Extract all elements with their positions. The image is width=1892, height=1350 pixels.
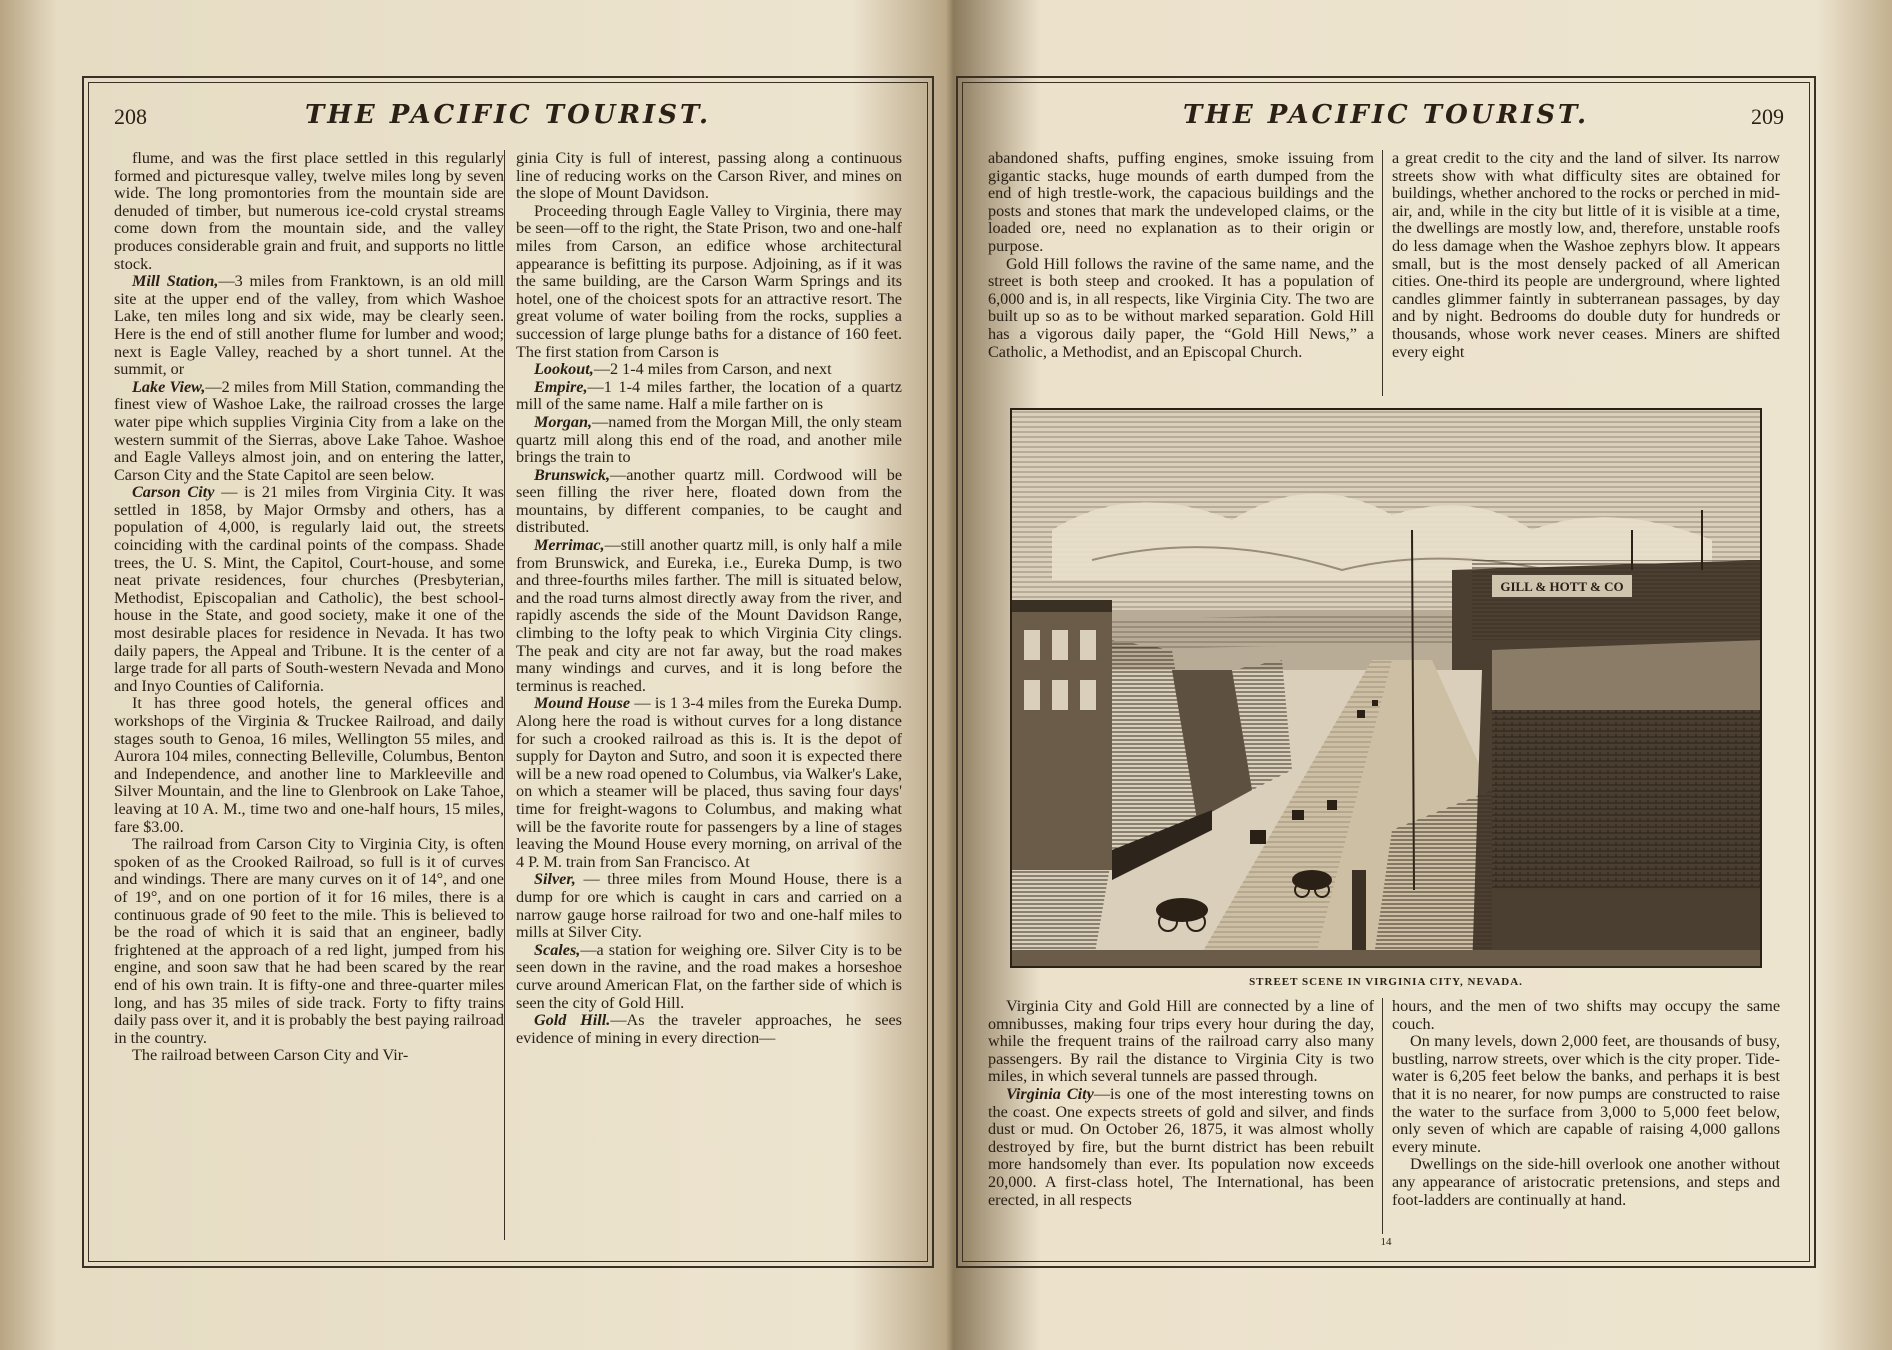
running-title: THE PACIFIC TOURIST. <box>304 100 712 130</box>
paragraph <box>114 379 504 485</box>
paragraph <box>1392 998 1780 1033</box>
paragraph <box>516 537 902 695</box>
paragraph <box>516 1012 902 1047</box>
text-column-2 <box>516 150 902 1047</box>
paragraph <box>516 203 902 361</box>
paragraph <box>516 942 902 1012</box>
illustration-caption: STREET SCENE IN VIRGINIA CITY, NEVADA. <box>1249 976 1523 988</box>
paragraph-text: a great credit to the city and the land of silver. Its narrow streets show with what difficulty sites are obtained for buildings, whether anchored to the rocks or perched in mid-air, and, while in the city but little of it is visible at a time, the dwellings are mostly low, and, therefore, unstable roofs do less damage when the Washoe zephyrs blow. It appears small, but is the most densely packed of all American cities. One-third its people are underground, where lighted candles glimmer faintly in subterranean passages, by day and by night. Bedrooms do double duty for hundreds or thousands, whose work never ceases. Miners are shifted every eight <box>1392 149 1780 361</box>
paragraph-text: Gold Hill follows the ravine of the same name, and the street is both steep and crooked. It has a population of 6,000 and is, in all respects, like Virginia City. The two are built up so as to be without marked separation. Gold Hill has a vigorous daily paper, the “Gold Hill News,” a Catholic, a Methodist, and an Episcopal Church. <box>988 254 1374 361</box>
station-heading: Brunswick, <box>534 465 611 484</box>
station-heading: Gold Hill. <box>534 1011 611 1030</box>
paragraph-text: — is 21 miles from Virginia City. It was settled in 1858, by Major Ormsby and others, has a population of 4,000, is regularly laid out, the streets coinciding with the cardinal points of the compass. Shade trees, the U. S. Mint, the Capitol, Court-house, and some neat private residences, four churches (Presbyterian, Methodist, Episcopalian and Catholic), the best school-house in the State, and good society, make it one of the most desirable places for residence in Nevada. It has two daily papers, the Appeal and Tribune. It is the center of a large trade for all parts of South-western Nevada and Mono and Inyo Counties of California. <box>114 483 504 695</box>
paragraph-text: —2 1-4 miles from Carson, and next <box>593 360 832 379</box>
text-column-2 <box>1392 150 1780 361</box>
paragraph-text: —another quartz mill. Cordwood will be seen filling the river here, floated down from the mountains, by different companies, to be caught and distributed. <box>516 465 902 537</box>
text-column-1 <box>988 150 1374 361</box>
paragraph-text: hours, and the men of two shifts may occupy the same couch. <box>1392 997 1780 1033</box>
printer-signature: 14 <box>1380 1236 1392 1248</box>
page-number: 209 <box>1751 104 1784 129</box>
paragraph <box>516 871 902 941</box>
paragraph-text: —2 miles from Mill Station, commanding the finest view of Washoe Lake, the railroad crosses the large water pipe which supplies Virginia City from a lake on the western summit of the Sierras, above Lake Tahoe. Washoe and Eagle Valleys almost join, and on entering the latter, Carson City and the State Capitol are seen below. <box>114 377 504 484</box>
paragraph <box>516 414 902 467</box>
station-heading: Lake View, <box>132 377 206 396</box>
paragraph-text: — is 1 3-4 miles from the Eureka Dump. Along here the road is without curves for a long distance for such a crooked railroad as this is. It is the depot of supply for Dayton and Sutro, and soon it is expected there will be a new road opened to Columbus, via Walker's Lake, on which a steamer will be placed, thus saving four days' time for freight-wagons to Columbus, and making what will be the favorite route for passengers by a line of stages leaving the Mound House every morning, on arrival of the 4 P. M. train from San Francisco. At <box>516 694 902 871</box>
station-heading: Scales, <box>534 940 581 959</box>
column-rule <box>504 150 505 1240</box>
paragraph-text: Proceeding through Eagle Valley to Virginia, there may be seen—off to the right, the State Prison, two and one-half miles from Carson, an edifice whose architectural appearance is befitting its purpose. Adjoining, as if it was the same building, are the Carson Warm Springs and its hotel, one of the choicest spots for an attractive resort. The great volume of water boiling from the rocks, supplies a succession of large plunge baths for a distance of 160 feet. The first station from Carson is <box>516 201 902 361</box>
paragraph <box>988 998 1374 1086</box>
paragraph <box>1392 150 1780 361</box>
running-title: THE PACIFIC TOURIST. <box>1182 100 1590 130</box>
station-heading: Mill Station, <box>132 272 219 291</box>
engraving-illustration <box>1012 410 1762 968</box>
paragraph <box>114 836 504 1047</box>
station-heading: Merrimac, <box>534 536 605 555</box>
paragraph <box>988 150 1374 256</box>
column-rule <box>1382 150 1383 396</box>
paragraph-text: —1 1-4 miles farther, the location of a quartz mill of the same name. Half a mile farther on is <box>516 377 902 414</box>
text-column-1-lower <box>988 998 1374 1209</box>
text-column-2-lower <box>1392 998 1780 1209</box>
station-heading: Silver, <box>534 870 576 889</box>
paragraph <box>988 256 1374 362</box>
station-heading: Morgan, <box>534 412 593 431</box>
paragraph <box>114 273 504 379</box>
paragraph-text: —3 miles from Franktown, is an old mill site at the upper end of the valley, from which Washoe Lake, ten miles long and six wide, may be clearly seen. Here is the end of still another flume for lumber and wood; next is Eagle Valley, reached by a short tunnel. At the summit, or <box>114 272 504 379</box>
paragraph <box>114 484 504 695</box>
station-heading: Mound House <box>534 694 631 713</box>
paragraph-text: Dwellings on the side-hill overlook one another without any appearance of aristocratic pretensions, and steps and foot-ladders are continually at hand. <box>1392 1155 1780 1209</box>
paragraph <box>1392 1033 1780 1156</box>
paragraph <box>1392 1156 1780 1209</box>
column-rule <box>1382 998 1383 1234</box>
paragraph-text: ginia City is full of interest, passing along a continuous line of reducing works on the Carson River, and mines on the slope of Mount Davidson. <box>516 149 902 203</box>
engraving-street-scene <box>1010 408 1762 968</box>
paragraph-text: —a station for weighing ore. Silver City is to be seen down in the ravine, and the road makes a horseshoe curve around American Flat, on the farther side of which is seen the city of Gold Hill. <box>516 940 902 1012</box>
paragraph-text: abandoned shafts, puffing engines, smoke issuing from gigantic stacks, huge mounds of earth dumped from the end of high trestle-work, the capacious buildings and the posts and stones that mark the undeveloped claims, or the loaded ore, need no explanation as to their origin or purpose. <box>988 149 1374 255</box>
paragraph <box>988 1086 1374 1209</box>
station-heading: Empire, <box>534 377 588 396</box>
paragraph <box>516 695 902 871</box>
paragraph <box>114 150 504 273</box>
page-header <box>988 100 1784 136</box>
paragraph <box>516 150 902 203</box>
paragraph <box>516 361 902 379</box>
page-number: 208 <box>114 104 147 129</box>
station-heading: Carson City <box>132 483 215 502</box>
paragraph-text: It has three good hotels, the general offices and workshops of the Virginia & Truckee Railroad, and daily stages south to Genoa, 16 miles, Wellington 55 miles, and Aurora 104 miles, connecting Belleville, Columbus, Benton and Independence, and another line to Markleeville and Silver Mountain, and the line to Glenbrook on Lake Tahoe, leaving at 10 A. M., time two and one-half hours, 15 miles, fare $3.00. <box>114 694 504 836</box>
paragraph-text: Virginia City and Gold Hill are connected by a line of omnibusses, making four trips every hour during the day, while the frequent trains of the railroad carry also many passengers. By rail the distance to Virginia City is two miles, in which several tunnels are passed through. <box>988 997 1374 1086</box>
paragraph-text: On many levels, down 2,000 feet, are thousands of busy, bustling, narrow streets, over which is the city proper. Tide-water is 6,205 feet below the banks, and perhaps it is best that it is no nearer, for now pumps are constructed to raise the water to the surface from 3,000 to 5,000 feet below, only seven of which are capable of raising 4,000 gallons every minute. <box>1392 1032 1780 1156</box>
station-heading: Virginia City <box>1006 1084 1094 1103</box>
paragraph <box>114 1047 504 1065</box>
paragraph <box>516 467 902 537</box>
station-heading: Lookout, <box>534 360 594 379</box>
right-page <box>956 76 1816 1268</box>
paragraph-text: —named from the Morgan Mill, the only steam quartz mill along this end of the road, and another mile brings the train to <box>516 412 902 467</box>
paragraph <box>516 379 902 414</box>
paragraph-text: — three miles from Mound House, there is a dump for ore which is caught in cars and carried on a narrow gauge horse railroad for two and one-half miles to mills at Silver City. <box>516 870 902 942</box>
paragraph-text: —is one of the most interesting towns on the coast. One expects streets of gold and silver, and finds dust or mud. On October 26, 1875, it was almost wholly destroyed by fire, but the burnt district has been rebuilt more handsomely than ever. Its population now exceeds 20,000. A first-class hotel, The International, has been erected, in all respects <box>988 1084 1374 1209</box>
text-column-1 <box>114 150 504 1065</box>
left-page <box>82 76 934 1268</box>
paragraph-text: flume, and was the first place settled in this regularly formed and picturesque valley, twelve miles long by seven wide. The long promontories from the mountain side are denuded of timber, but numerous ice-cold crystal streams come down from the mountain side, and the valley produces considerable grain and fruit, and supports no little stock. <box>114 149 504 273</box>
paragraph-text: —still another quartz mill, is only half a mile from Brunswick, and Eureka, i.e., Eureka Dump, is two and three-fourths miles farther. The mill is situated below, and the road turns almost directly away from the river, and rapidly ascends the side of the Mount Davidson Range, climbing to the lofty peak to which Virginia City clings. The peak and city are not far away, but the road makes many windings and curves, and it is long before the terminus is reached. <box>516 536 902 695</box>
paragraph-text: The railroad from Carson City to Virginia City, is often spoken of as the Crooked Railroad, so full is it of curves and windings. There are many curves on it of 14°, and one of 19°, and on one portion of it for 16 miles, there is a continuous grade of 90 feet to the mile. This is believed to be the road of which it is said that an engineer, badly frightened at the approach of a red light, jumped from his engine, and soon saw that he had been scared by the rear end of his own train. It is fifty-one and three-quarter miles long, and has 35 miles of side track. Forty to fifty trains daily pass over it, and it is probably the best paying railroad in the country. <box>114 835 504 1047</box>
paragraph-text: The railroad between Carson City and Vir- <box>132 1046 409 1065</box>
paragraph-text: —As the traveler approaches, he sees evidence of mining in every direction— <box>516 1011 902 1047</box>
paragraph <box>114 695 504 836</box>
building-sign: GILL & HOTT & CO <box>1500 579 1624 594</box>
page-header <box>114 100 902 136</box>
